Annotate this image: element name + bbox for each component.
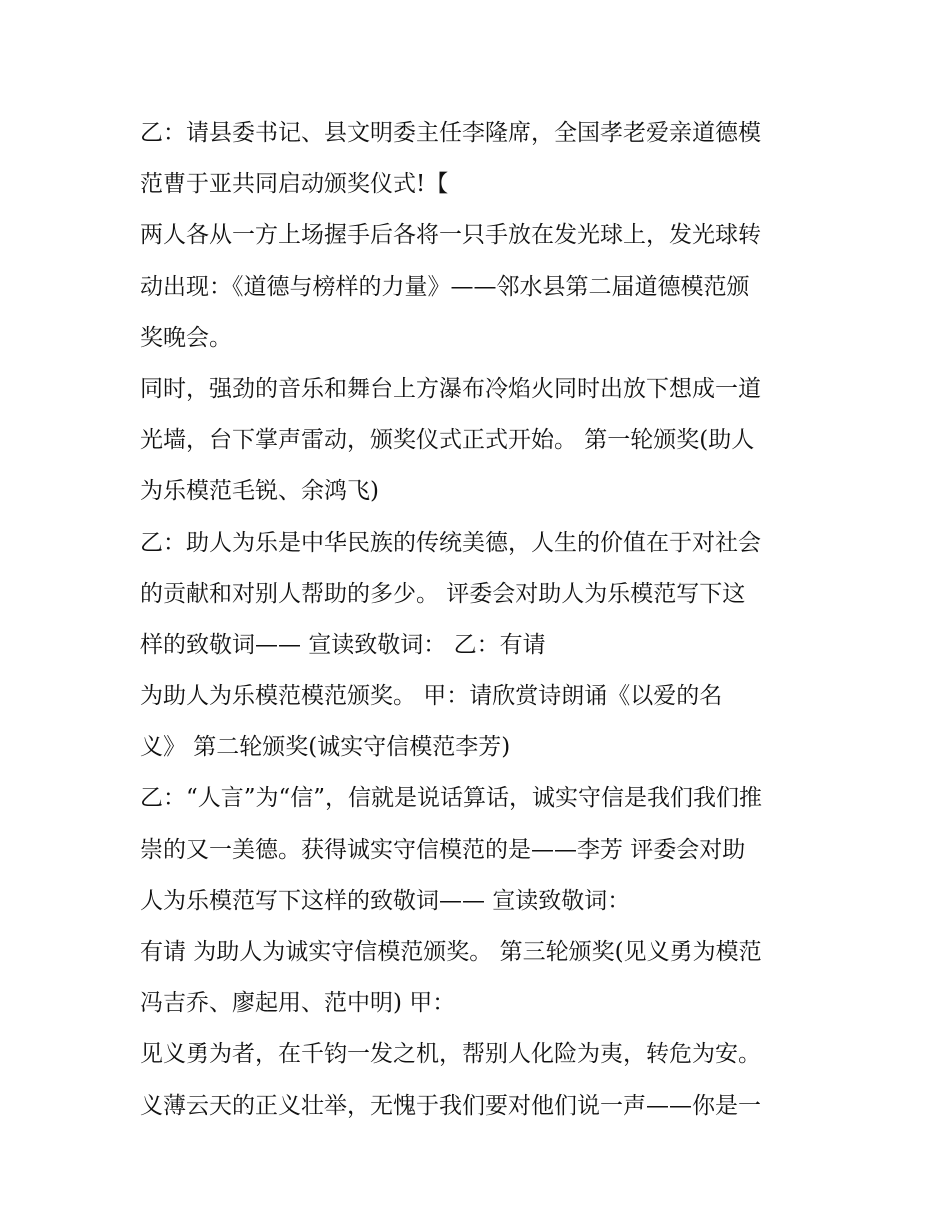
text-line: 样的致敬词—— 宣读致敬词： 乙：有请 <box>140 631 546 658</box>
text-line: 义》 第二轮颁奖(诚实守信模范李芳) <box>140 734 511 761</box>
text-line: 义薄云天的正义壮举，无愧于我们要对他们说一声——你是一 <box>140 1092 761 1119</box>
text-line: 乙：请县委书记、县文明委主任李隆席，全国孝老爱亲道德模 <box>140 120 761 146</box>
text-line: 崇的又一美德。获得诚实守信模范的是——李芳 评委会对助 <box>140 836 746 863</box>
text-line: 光墙，台下掌声雷动，颁奖仪式正式开始。 第一轮颁奖(助人 <box>140 427 755 454</box>
text-line: 动出现：《道德与榜样的力量》——邻水县第二届道德模范颁 <box>140 273 750 300</box>
text-line: 的贡献和对别人帮助的多少。 评委会对助人为乐模范写下这 <box>140 580 746 607</box>
text-line: 见义勇为者，在千钧一发之机，帮别人化险为夷，转危为安。 <box>140 1041 761 1068</box>
text-line: 为乐模范毛锐、余鸿飞) <box>140 478 379 505</box>
text-line: 人为乐模范写下这样的致敬词—— 宣读致敬词： <box>140 887 631 914</box>
text-line: 冯吉乔、廖起用、范中明) 甲： <box>140 990 456 1017</box>
text-line: 奖晚会。 <box>140 324 232 351</box>
text-line: 乙：“人言”为“信”，信就是说话算话，诚实守信是我们我们推 <box>140 785 763 812</box>
text-line: 有请 为助人为诚实守信模范颁奖。 第三轮颁奖(见义勇为模范 <box>140 939 762 965</box>
text-line: 范曹于亚共同启动颁奖仪式!【 <box>140 171 449 198</box>
text-line: 两人各从一方上场握手后各将一只手放在发光球上，发光球转 <box>140 222 761 249</box>
document-body <box>140 108 820 1132</box>
text-line: 同时，强劲的音乐和舞台上方瀑布冷焰火同时出放下想成一道 <box>140 375 761 402</box>
text-line: 为助人为乐模范模范颁奖。 甲：请欣赏诗朗诵《以爱的名 <box>140 683 723 710</box>
text-line: 乙：助人为乐是中华民族的传统美德，人生的价值在于对社会 <box>140 529 761 556</box>
